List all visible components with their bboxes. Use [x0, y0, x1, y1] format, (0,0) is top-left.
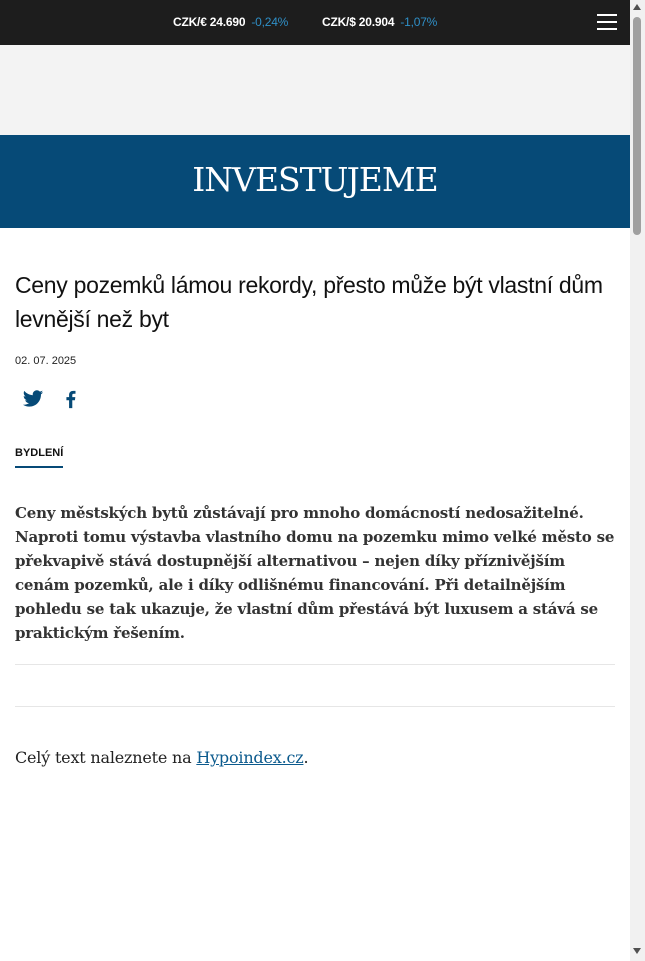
usd-rate [322, 15, 437, 29]
currency-ticker-bar [0, 0, 630, 45]
category-tag[interactable]: BYDLENÍ [15, 447, 63, 468]
eur-rate [173, 15, 288, 29]
source-link[interactable]: Hypoindex.cz [196, 748, 304, 767]
usd-rate-change: -1,07% [400, 15, 438, 29]
source-prefix: Celý text naleznete na [15, 748, 197, 767]
scrollbar-thumb[interactable] [633, 17, 641, 235]
ad-space [0, 45, 630, 135]
vertical-scrollbar[interactable] [630, 0, 645, 961]
eur-rate-label: CZK/€ 24.690 [173, 15, 246, 29]
scroll-down-arrow-icon[interactable] [633, 948, 641, 954]
facebook-icon[interactable] [60, 388, 82, 410]
divider [15, 706, 615, 707]
twitter-icon[interactable] [22, 388, 44, 410]
article-title: Ceny pozemků lámou rekordy, přesto může být vlastní dům levnější než byt [15, 272, 603, 332]
article-perex: Ceny městských bytů zůstávají pro mnoho domácností nedosažitelné. Naproti tomu výstavba vlastního domu na pozemku mimo velké město se překvapivě stává dostupnější alternativou – nejen díky příznivějším cenám pozemků, ale i díky odlišnému financování. Při detailnějším pohledu se tak ukazuje, že vlastní dům přestává být luxusem a stává se praktickým řešením. [15, 504, 615, 642]
eur-rate-change: -0,24% [251, 15, 289, 29]
source-line [15, 748, 308, 767]
hamburger-icon[interactable] [597, 14, 617, 30]
site-logo[interactable]: INVESTUJEME [192, 160, 438, 199]
divider [15, 664, 615, 665]
usd-rate-label: CZK/$ 20.904 [322, 15, 395, 29]
source-suffix: . [303, 748, 309, 767]
article-date: 02. 07. 2025 [15, 355, 77, 367]
scroll-up-arrow-icon[interactable] [633, 4, 641, 10]
